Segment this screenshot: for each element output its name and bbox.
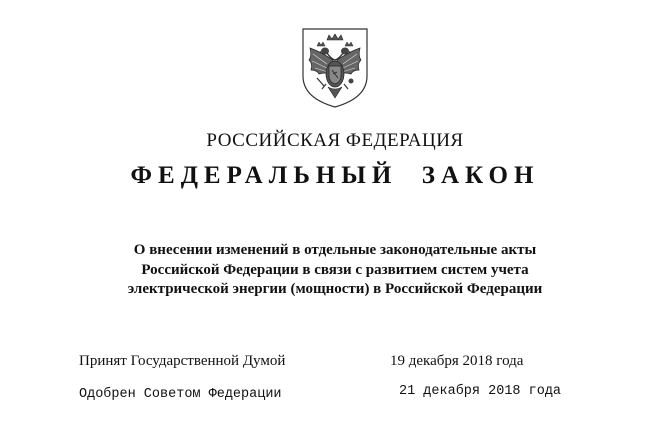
- law-subject-line-1: О внесении изменений в отдельные законодательные акты: [133, 242, 537, 258]
- law-subject-line-3: электрической энергии (мощности) в Российской Федерации: [127, 281, 543, 297]
- document-type-title: ФЕДЕРАЛЬНЫЙ ЗАКОН: [130, 162, 540, 189]
- law-subject: [0, 241, 670, 300]
- law-subject-line-2: Российской Федерации в связи с развитием систем учета: [141, 261, 529, 278]
- approval-label: Одобрен Советом Федерации: [79, 387, 282, 402]
- approval-date: 21 декабря 2018 года: [399, 384, 562, 399]
- adoption-label: Принят Государственной Думой: [79, 353, 286, 369]
- russian-coat-of-arms-icon: [297, 26, 373, 110]
- adoption-date: 19 декабря 2018 года: [390, 353, 524, 369]
- country-name: РОССИЙСКАЯ ФЕДЕРАЦИЯ: [206, 130, 464, 151]
